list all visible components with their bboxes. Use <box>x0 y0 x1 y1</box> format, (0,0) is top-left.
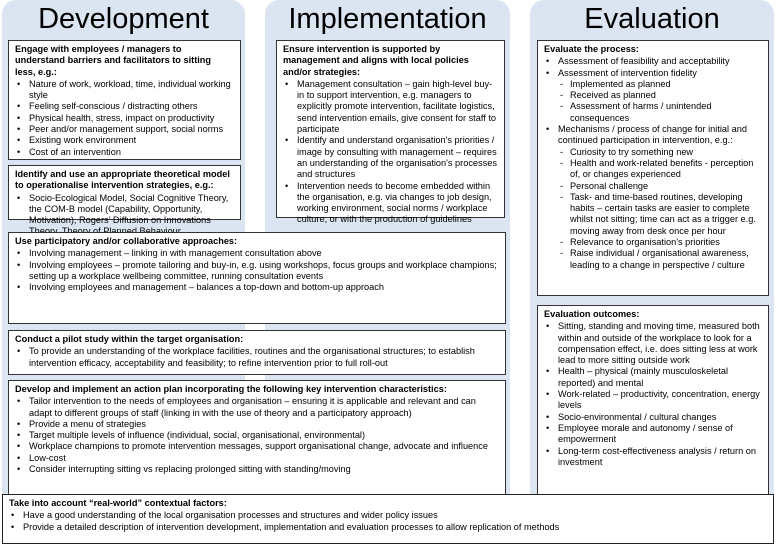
box-title: Develop and implement an action plan incorporating the following key intervention characteristics: <box>15 384 447 394</box>
list-item: • Involving employees and management – balances a top-down and bottom-up approach <box>15 282 499 293</box>
action-plan-box <box>8 380 506 512</box>
list-item: • Provide a menu of strategies <box>15 419 499 430</box>
box-title: Evaluate the process: <box>544 44 639 54</box>
list-item: • Involving management – linking in with management consultation above <box>15 248 499 259</box>
theoretical-model-box <box>8 165 241 226</box>
list-item: • To provide an understanding of the workplace facilities, routines and the organisational structures; to establish intervention efficacy, acceptability and feasibility; to refine intervention prior to full roll-out <box>15 346 499 369</box>
list-item <box>544 68 762 79</box>
list-item: • Consider interrupting sitting vs replacing prolonged sitting with standing/moving <box>15 464 499 475</box>
engage-employees-box <box>8 40 241 160</box>
development-header: Development <box>38 3 209 35</box>
list-item: • Socio-Ecological Model, Social Cognitive Theory, the COM-B model (Capability, Opportunity, Motivation), Rogers’ Diffusion on Innovations <box>15 193 234 238</box>
evaluate-process-box <box>537 40 769 296</box>
list-item: • Tailor intervention to the needs of employees and organisation – ensuring it is applicable and relevant and can adapt to different groups of staff (linking in with the use of theory and a participatory approach) <box>15 396 499 419</box>
real-world-contextual-factors-box <box>2 494 774 544</box>
participatory-approaches-box <box>8 232 506 324</box>
sub-list-item: - Health and work-related benefits - perception of, or changes experienced <box>544 158 762 181</box>
list-item: • Socio-environmental / cultural changes <box>544 412 762 423</box>
implementation-header: Implementation <box>288 3 487 35</box>
list-item: • Peer and/or management support, social norms <box>15 124 234 135</box>
list-item: • Cost of an intervention <box>15 147 234 158</box>
list-item: • Have a good understanding of the local organisation processes and structures and wider policy issues <box>9 510 767 521</box>
list-item: • Provide a detailed description of intervention development, implementation and evaluation processes to allow replication of methods <box>9 522 767 533</box>
management-support-box <box>276 40 505 225</box>
list-item: • Assessment of feasibility and acceptability <box>544 56 762 67</box>
sub-list-item: - Relevance to organisation's priorities <box>544 237 762 248</box>
list-item: • Nature of work, workload, time, individual working style <box>15 79 234 102</box>
list-item: • Employee morale and autonomy / sense of empowerment <box>544 423 762 446</box>
sub-list-item: - Personal challenge <box>544 181 762 192</box>
list-item: • Physical health, stress, impact on productivity <box>15 113 234 124</box>
sub-list-item: - Assessment of harms / unintended consequences <box>544 101 762 124</box>
list-item: • Management consultation – gain high-level buy-in to support intervention, e.g. managers to explicitly promote intervention, facilitate logistics, send intervention emails, give consent for staff to participate <box>283 79 498 135</box>
sub-list-item: - Raise individual / organisational awareness, leading to a change in perspective / culture <box>544 248 762 271</box>
list-item: • Target multiple levels of influence (individual, social, organisational, environmental) <box>15 430 499 441</box>
list-item: • Workplace champions to promote intervention messages, support organisational change, advocate and influence <box>15 441 499 452</box>
list-item: • Existing work environment <box>15 135 234 146</box>
sub-list-item: - Implemented as planned <box>544 79 762 90</box>
list-item: • Intervention needs to become embedded within the organisation, e.g. via changes to job design, working environment, social norms / workplace culture, or with the production of guidelines <box>283 181 498 226</box>
list-item: • Health – physical (mainly musculoskeletal reported) and mental <box>544 366 762 389</box>
list-item: • Sitting, standing and moving time, measured both within and outside of the workplace to look for a compensation effect, i.e. does sitting less at work lead to more sitting outside work <box>544 321 762 366</box>
box-title: Ensure intervention is supported by management and aligns with local policies and/or strategies: <box>283 44 469 77</box>
evaluation-header: Evaluation <box>584 3 720 35</box>
list-item: • Involving employees – promote tailoring and buy-in, e.g. using workshops, focus groups and workplace champions; setting up a workplace wellbeing committee, running consultation events <box>15 260 499 283</box>
list-item-text: Assessment of intervention fidelity <box>558 67 697 78</box>
list-item: • Mechanisms / process of change for initial and continued participation in intervention, e.g.: <box>544 124 762 147</box>
box-title: Engage with employees / managers to understand barriers and facilitators to sitting less, e.g.: <box>15 44 212 77</box>
box-title: Evaluation outcomes: <box>544 309 640 319</box>
box-title: Identify and use an appropriate theoretical model to operationalise intervention strategies, e.g.: <box>15 169 230 191</box>
list-item: • Long-term cost-effectiveness analysis / return on investment <box>544 446 762 469</box>
box-title: Conduct a pilot study within the target organisation: <box>15 334 244 344</box>
sub-list-item: - Curiosity to try something new <box>544 147 762 158</box>
sub-list-item: - Received as planned <box>544 90 762 101</box>
list-item: • Low-cost <box>15 453 499 464</box>
sub-list-item: - Task- and time-based routines, developing habits – certain tasks are easier to complete whilst not sitting; time can act as a trigger e.g. moving away from desk once per hour <box>544 192 762 237</box>
pilot-study-box <box>8 330 506 375</box>
list-item: • Identify and understand organisation's priorities / image by consulting with management – requires an understanding of the organisation's processes and structures <box>283 135 498 180</box>
list-item: • Feeling self-conscious / distracting others <box>15 101 234 112</box>
box-title: Take into account “real-world” contextual factors: <box>9 498 227 508</box>
list-item: • Work-related – productivity, concentration, energy levels <box>544 389 762 412</box>
box-title: Use participatory and/or collaborative approaches: <box>15 236 238 246</box>
evaluation-outcomes-box <box>537 305 769 512</box>
